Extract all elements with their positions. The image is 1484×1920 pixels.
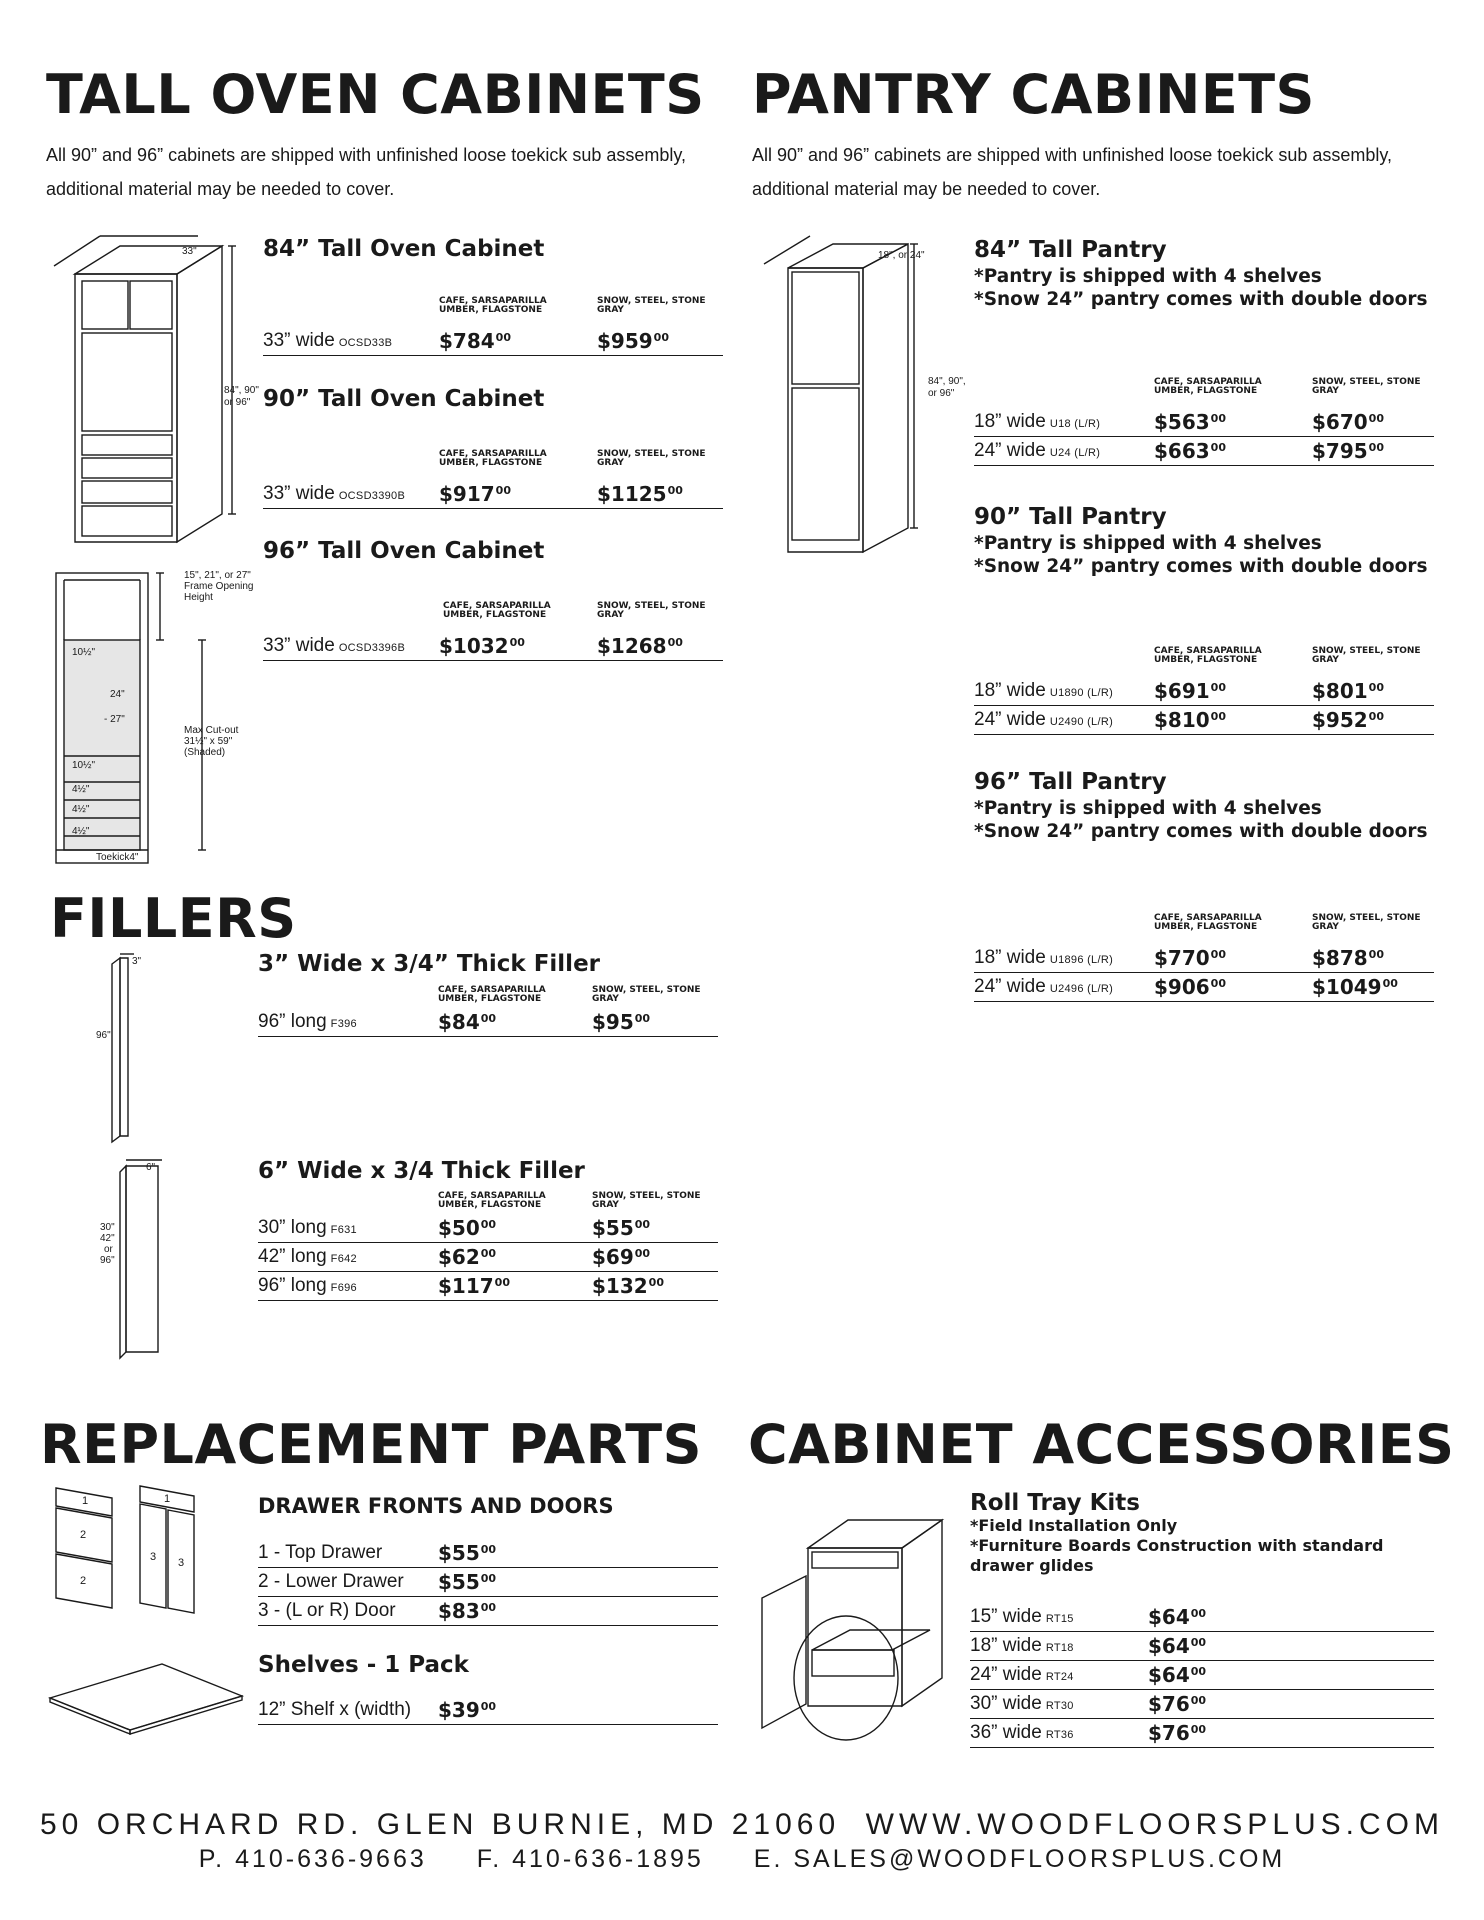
size-label: 96” long (258, 1011, 327, 1032)
finish-col-2: SNOW, STEEL, STONE GRAY (597, 296, 706, 315)
roll-tray-diagram (752, 1500, 952, 1740)
table-row (258, 1696, 718, 1725)
size-label: 18” wide (974, 680, 1046, 701)
pantry-height-label-2: or 96" (928, 388, 955, 399)
part-label: 12” Shelf x (width) (258, 1699, 412, 1720)
tall-oven-96-title: 96” Tall Oven Cabinet (263, 538, 545, 564)
sku-label: U1896 (L/R) (1049, 954, 1114, 966)
sku-label: OCSD3396B (338, 642, 406, 654)
price-col-1: $\$117^{00}$ (438, 1274, 510, 1298)
table-row (263, 327, 723, 356)
filler-6-height-label-4: 96" (100, 1255, 115, 1266)
finish-col-1: CAFE, SARSAPARILLA UMBER, FLAGSTONE (443, 601, 551, 620)
table-row (263, 480, 723, 509)
size-label: 24” wide (974, 440, 1046, 461)
max-cutout-label-2: 31½" x 59" (184, 736, 233, 747)
size-label: 33” wide (263, 483, 335, 504)
frame-opening-label-3: Height (184, 592, 213, 603)
filler-6-title: 6” Wide x 3/4 Thick Filler (258, 1158, 585, 1184)
table-row (974, 944, 1434, 973)
pantry-intro: All 90” and 96” cabinets are shipped with unfinished loose toekick sub assembly, additional material may be needed to cover. (752, 145, 1393, 199)
sku-label: RT30 (1045, 1700, 1074, 1712)
size-label: 30” wide (970, 1693, 1042, 1714)
price-col-2: $\$952^{00}$ (1312, 708, 1384, 732)
dim-label: 4½" (72, 784, 90, 795)
note: * Pantry is shipped with 4 shelves (974, 265, 1427, 288)
sku-label: RT15 (1045, 1613, 1074, 1625)
filler-3-diagram (96, 954, 176, 1154)
tall-oven-heading: TALL OVEN CABINETS (46, 63, 705, 126)
part-label: 2 - Lower Drawer (258, 1571, 404, 1592)
filler-6-height-label-1: 30" (100, 1222, 115, 1233)
table-row (258, 1243, 718, 1272)
drawer-fronts-diagram (50, 1480, 230, 1630)
pantry-height-label-1: 84", 90", (928, 376, 966, 387)
note: * Pantry is shipped with 4 shelves (974, 797, 1427, 820)
part-number: 1 (164, 1493, 171, 1505)
size-label: 15” wide (970, 1606, 1042, 1627)
pantry-84-notes (974, 265, 1427, 311)
footer-fax: F. 410-636-1895 (476, 1845, 704, 1873)
price-col-2: $1125$^{00}$ (597, 482, 683, 506)
part-number: 3 (178, 1557, 185, 1569)
finish-col-2: SNOW, STEEL, STONE GRAY (597, 449, 706, 468)
pantry-heading: PANTRY CABINETS (752, 63, 1315, 126)
size-label: 24” wide (974, 709, 1046, 730)
dim-label: - 27" (104, 714, 125, 725)
sku-label: F396 (330, 1018, 357, 1030)
footer-website[interactable]: WWW.WOODFLOORSPLUS.COM (865, 1808, 1444, 1841)
tall-oven-width-label: 33" (182, 246, 197, 257)
price-col-2: $\$878^{00}$ (1312, 946, 1384, 970)
tall-oven-84-table (263, 297, 723, 356)
pantry-96-title: 96” Tall Pantry (974, 769, 1167, 795)
part-number: 1 (82, 1495, 89, 1507)
sku-label: F642 (330, 1253, 357, 1265)
finish-col-1: CAFE, SARSAPARILLA UMBER, FLAGSTONE (439, 449, 547, 468)
tall-oven-height-label-2: or 96" (224, 397, 251, 408)
finish-col-2: SNOW, STEEL, STONE GRAY (597, 601, 706, 620)
sku-label: F696 (330, 1282, 357, 1294)
part-number: 2 (80, 1575, 87, 1587)
pantry-width-label: 18", or 24" (878, 250, 925, 261)
table-row (258, 1539, 718, 1568)
finish-col-2: SNOW, STEEL, STONE GRAY (1312, 377, 1421, 396)
price: $\$83^{00}$ (438, 1599, 497, 1623)
pantry-cabinet-diagram (750, 232, 970, 562)
footer-phone: P. 410-636-9663 (198, 1845, 427, 1873)
sku-label: RT36 (1045, 1729, 1074, 1741)
price-col-2: $\$55^{00}$ (592, 1216, 651, 1240)
price-col-1: $\$770^{00}$ (1154, 946, 1226, 970)
price-col-1: $1032$^{00}$ (439, 634, 525, 658)
drawer-fronts-title: DRAWER FRONTS AND DOORS (258, 1494, 614, 1518)
filler-3-title: 3” Wide x 3/4” Thick Filler (258, 951, 601, 977)
price-col-1: $\$50^{00}$ (438, 1216, 497, 1240)
shelves-title: Shelves - 1 Pack (258, 1652, 469, 1678)
size-label: 30” long (258, 1217, 327, 1238)
price-col-1: $\$906^{00}$ (1154, 975, 1226, 999)
table-row (970, 1632, 1434, 1661)
size-label: 24” wide (974, 976, 1046, 997)
table-row (258, 1568, 718, 1597)
size-label: 96” long (258, 1275, 327, 1296)
table-row (974, 437, 1434, 466)
finish-col-2: SNOW, STEEL, STONE GRAY (592, 985, 701, 1004)
note: * Snow 24” pantry comes with double doors (974, 288, 1427, 311)
footer-email[interactable]: E. SALES@WOODFLOORSPLUS.COM (753, 1845, 1286, 1873)
dim-label: 4½" (72, 804, 90, 815)
sku-label: F631 (330, 1224, 357, 1236)
finish-col-2: SNOW, STEEL, STONE GRAY (1312, 646, 1421, 665)
sku-label: RT24 (1045, 1671, 1074, 1683)
pantry-96-notes (974, 797, 1427, 843)
max-cutout-label-1: Max Cut-out (184, 725, 239, 736)
roll-tray-table (970, 1603, 1434, 1748)
accessories-heading: CABINET ACCESSORIES (748, 1413, 1455, 1476)
table-row (970, 1603, 1434, 1632)
price-col-2: $1049$^{00}$ (1312, 975, 1398, 999)
frame-opening-label-1: 15", 21", or 27" (184, 570, 251, 581)
price-col-2: $\$132^{00}$ (592, 1274, 664, 1298)
sku-label: RT18 (1045, 1642, 1074, 1654)
filler-6-table (258, 1192, 718, 1301)
replacement-heading: REPLACEMENT PARTS (40, 1413, 703, 1476)
price-col-2: $1268$^{00}$ (597, 634, 683, 658)
size-label: 24” wide (970, 1664, 1042, 1685)
price-col-2: $\$670^{00}$ (1312, 410, 1384, 434)
finish-col-1: CAFE, SARSAPARILLA UMBER, FLAGSTONE (1154, 377, 1262, 396)
filler-6-diagram (96, 1160, 186, 1365)
dim-label: 10½" (72, 647, 96, 658)
footer-line-2 (0, 1845, 1484, 1874)
part-label: 3 - (L or R) Door (258, 1600, 396, 1621)
sku-label: U2490 (L/R) (1049, 716, 1114, 728)
shelves-table (258, 1696, 718, 1725)
tall-oven-90-title: 90” Tall Oven Cabinet (263, 386, 545, 412)
sku-label: U18 (L/R) (1049, 418, 1101, 430)
finish-col-1: CAFE, SARSAPARILLA UMBER, FLAGSTONE (439, 296, 547, 315)
table-row (258, 1272, 718, 1301)
price-col-2: $\$795^{00}$ (1312, 439, 1384, 463)
dim-label: 10½" (72, 760, 96, 771)
note: * Snow 24” pantry comes with double doors (974, 820, 1427, 843)
price: $\$76^{00}$ (1148, 1692, 1207, 1716)
note: * Pantry is shipped with 4 shelves (974, 532, 1427, 555)
price-col-1: $\$663^{00}$ (1154, 439, 1226, 463)
tall-oven-cabinet-diagram (40, 228, 270, 558)
fillers-heading: FILLERS (50, 887, 297, 950)
price-col-1: $\$563^{00}$ (1154, 410, 1226, 434)
note: * Snow 24” pantry comes with double doors (974, 555, 1427, 578)
drawer-fronts-table (258, 1539, 718, 1626)
table-row (970, 1661, 1434, 1690)
price-col-2: $\$69^{00}$ (592, 1245, 651, 1269)
table-row (258, 1214, 718, 1243)
toekick-label: Toekick4" (96, 852, 139, 863)
size-label: 42” long (258, 1246, 327, 1267)
note: * Furniture Boards Construction with standard (970, 1536, 1383, 1556)
note: * Field Installation Only (970, 1516, 1383, 1536)
part-number: 3 (150, 1551, 157, 1563)
size-label: 18” wide (970, 1635, 1042, 1656)
finish-col-2: SNOW, STEEL, STONE GRAY (1312, 913, 1421, 932)
filler-6-height-label-3: or (104, 1244, 113, 1255)
price: $\$76^{00}$ (1148, 1721, 1207, 1745)
table-row (258, 1008, 718, 1037)
price-col-2: $\$95^{00}$ (592, 1010, 651, 1034)
filler-3-table (258, 986, 718, 1037)
filler-3-width-label: 3" (132, 956, 142, 967)
finish-col-1: CAFE, SARSAPARILLA UMBER, FLAGSTONE (438, 985, 546, 1004)
tall-oven-intro: All 90” and 96” cabinets are shipped with unfinished loose toekick sub assembly, additional material may be needed to cover. (46, 145, 687, 199)
roll-tray-notes-cont (970, 1556, 1093, 1576)
price-col-1: $\$784^{00}$ (439, 329, 511, 353)
table-row (258, 1597, 718, 1626)
sku-label: U1890 (L/R) (1049, 687, 1114, 699)
table-row (970, 1719, 1434, 1748)
finish-col-1: CAFE, SARSAPARILLA UMBER, FLAGSTONE (1154, 646, 1262, 665)
tall-oven-96-table (263, 602, 723, 661)
max-cutout-label-3: (Shaded) (184, 747, 226, 758)
part-label: 1 - Top Drawer (258, 1542, 383, 1563)
price-col-1: $\$917^{00}$ (439, 482, 511, 506)
pantry-96-table (974, 914, 1434, 1002)
filler-6-height-label-2: 42" (100, 1233, 115, 1244)
note: drawer glides (970, 1556, 1094, 1575)
finish-col-1: CAFE, SARSAPARILLA UMBER, FLAGSTONE (438, 1191, 546, 1210)
footer-line-1 (40, 1808, 1444, 1842)
pantry-84-title: 84” Tall Pantry (974, 237, 1167, 263)
table-row (974, 677, 1434, 706)
filler-3-height-label: 96" (96, 1030, 111, 1041)
table-row (263, 632, 723, 661)
price: $\$39^{00}$ (438, 1698, 497, 1722)
pantry-84-table (974, 378, 1434, 466)
size-label: 18” wide (974, 411, 1046, 432)
price-col-1: $\$62^{00}$ (438, 1245, 497, 1269)
size-label: 18” wide (974, 947, 1046, 968)
sku-label: U2496 (L/R) (1049, 983, 1114, 995)
price-col-1: $\$691^{00}$ (1154, 679, 1226, 703)
price: $\$55^{00}$ (438, 1570, 497, 1594)
footer-address: 50 ORCHARD RD. GLEN BURNIE, MD 21060 (40, 1808, 841, 1841)
pantry-90-title: 90” Tall Pantry (974, 504, 1167, 530)
tall-oven-90-table (263, 450, 723, 509)
price: $\$64^{00}$ (1148, 1605, 1207, 1629)
price: $\$64^{00}$ (1148, 1634, 1207, 1658)
frame-opening-label-2: Frame Opening (184, 581, 254, 592)
pantry-90-notes (974, 532, 1427, 578)
dim-label: 4½" (72, 826, 90, 837)
table-row (970, 1690, 1434, 1719)
roll-tray-notes (970, 1516, 1383, 1556)
filler-6-width-label: 6" (146, 1162, 156, 1173)
table-row (974, 706, 1434, 735)
price-col-2: $\$959^{00}$ (597, 329, 669, 353)
size-label: 33” wide (263, 635, 335, 656)
sku-label: OCSD33B (338, 337, 393, 349)
roll-tray-title: Roll Tray Kits (970, 1490, 1140, 1516)
price-col-1: $\$84^{00}$ (438, 1010, 497, 1034)
price: $\$55^{00}$ (438, 1541, 497, 1565)
tall-oven-elevation-diagram (40, 568, 290, 868)
finish-col-1: CAFE, SARSAPARILLA UMBER, FLAGSTONE (1154, 913, 1262, 932)
price-col-2: $\$801^{00}$ (1312, 679, 1384, 703)
tall-oven-84-title: 84” Tall Oven Cabinet (263, 236, 545, 262)
pantry-90-table (974, 647, 1434, 735)
table-row (974, 408, 1434, 437)
price: $\$64^{00}$ (1148, 1663, 1207, 1687)
finish-col-2: SNOW, STEEL, STONE GRAY (592, 1191, 701, 1210)
size-label: 33” wide (263, 330, 335, 351)
price-col-1: $\$810^{00}$ (1154, 708, 1226, 732)
sku-label: U24 (L/R) (1049, 447, 1101, 459)
shelf-diagram (46, 1660, 246, 1740)
sku-label: OCSD3390B (338, 490, 406, 502)
part-number: 2 (80, 1529, 87, 1541)
table-row (974, 973, 1434, 1002)
tall-oven-height-label-1: 84", 90" (224, 385, 259, 396)
size-label: 36” wide (970, 1722, 1042, 1743)
dim-label: 24" (110, 689, 125, 700)
